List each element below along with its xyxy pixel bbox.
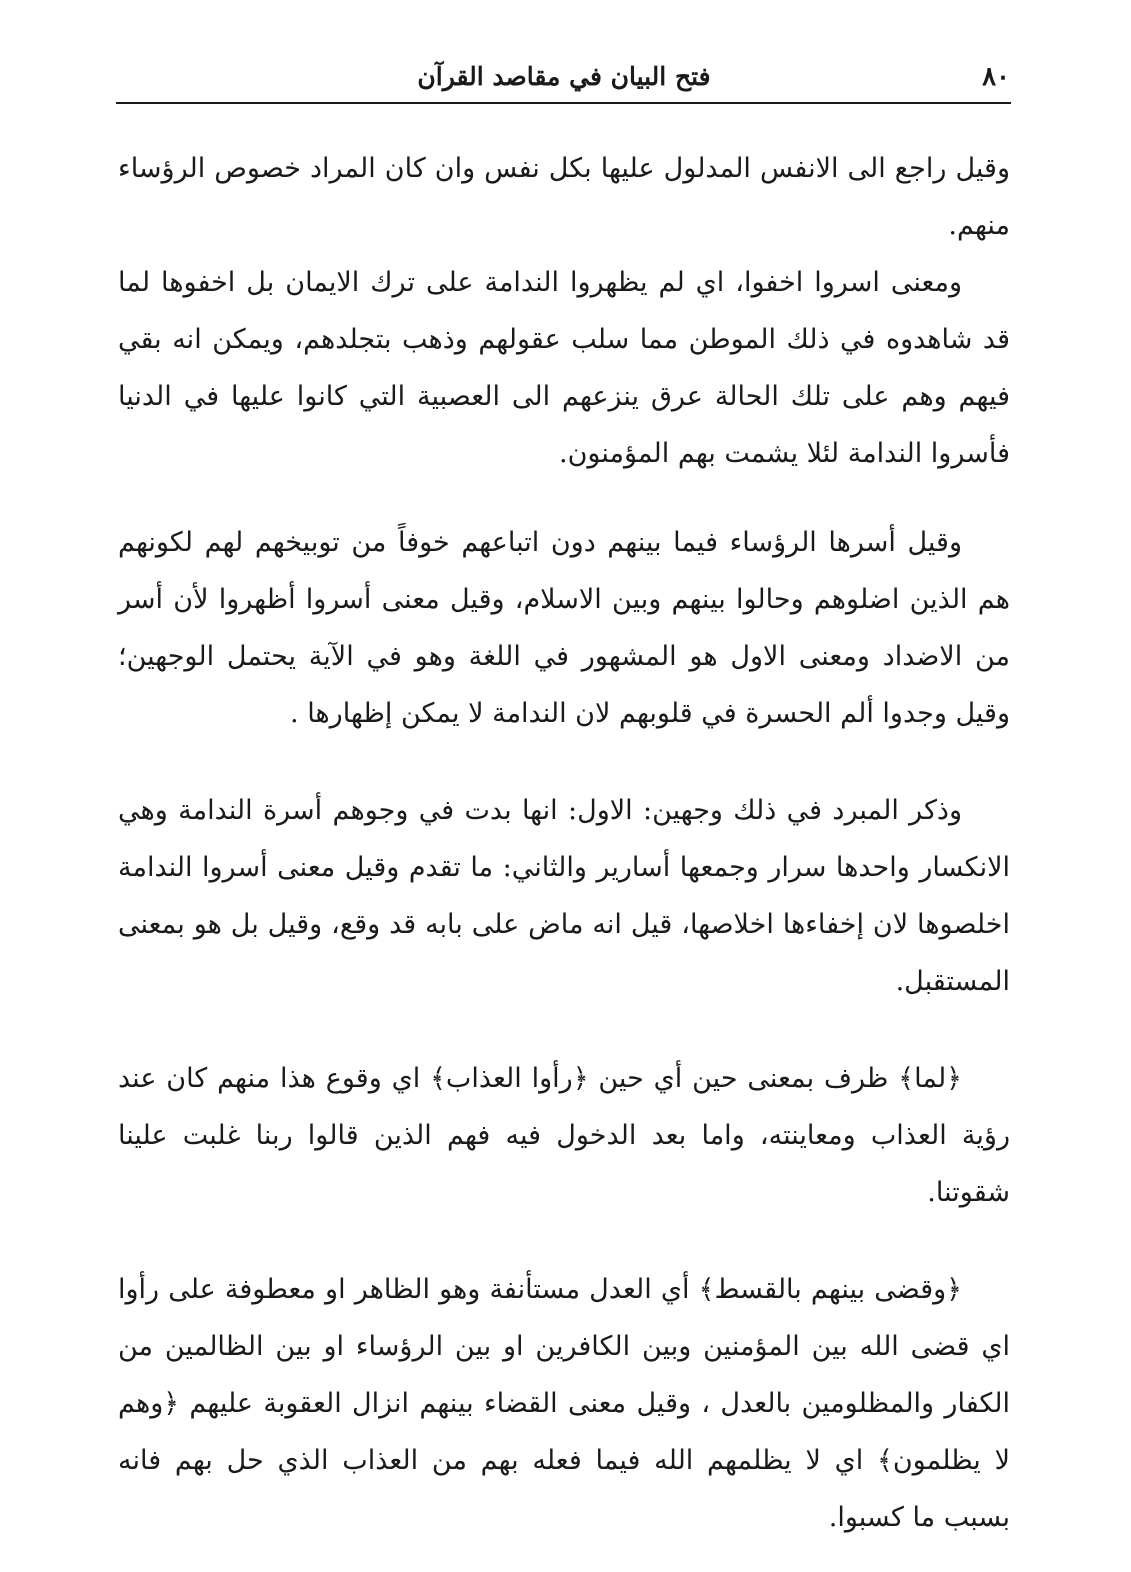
paragraph: ﴿وقضى بينهم بالقسط﴾ أي العدل مستأنفة وهو الظاهر او معطوفة على رأوا اي قضى الله بين المؤمنين وبين الكافرين او بين الرؤساء او بين الظالمين من الكفار والمظلومين بالعدل ، وقيل معنى القضاء بينهم انزال العقوبة عليهم ﴿وهم لا يظلمون﴾ اي لا يظلمهم الله فيما فعله بهم من العذاب الذي حل بهم فانه بسبب ما كسبوا. — [118, 1274, 1010, 1533]
page-number: ٨٠ — [982, 62, 1010, 92]
paragraph: وقيل أسرها الرؤساء فيما بينهم دون اتباعهم خوفاً من توبيخهم لهم لكونهم هم الذين اضلوهم وحالوا بينهم وبين الاسلام، وقيل معنى أسروا أظهروا لأن أسر من الاضداد ومعنى الاول هو المشهور في اللغة وهو في الآية يحتمل الوجهين؛ وقيل وجدوا ألم الحسرة في قلوبهم لان الندامة لا يمكن إظهارها . — [118, 527, 1010, 729]
paragraph: وذكر المبرد في ذلك وجهين: الاول: انها بدت في وجوهم أسرة الندامة وهي الانكسار واحدها سرار وجمعها أسارير والثاني: ما تقدم وقيل معنى أسروا الندامة اخلصوها لان إخفاءها اخلاصها، قيل انه ماض على بابه قد وقع، وقيل بل هو بمعنى المستقبل. — [118, 795, 1010, 997]
book-title: فتح البيان في مقاصد القرآن — [417, 62, 711, 91]
paragraph: ومعنى اسروا اخفوا، اي لم يظهروا الندامة على ترك الايمان بل اخفوها لما قد شاهدوه في ذلك الموطن مما سلب عقولهم وذهب بتجلدهم، ويمكن انه بقي فيهم وهم على تلك الحالة عرق ينزعهم الى العصبية التي كانوا عليها في الدنيا فأسروا الندامة لئلا يشمت بهم المؤمنون. — [118, 267, 1010, 469]
header-divider — [116, 102, 1011, 104]
running-header — [118, 60, 1010, 100]
page-body — [118, 140, 1010, 1546]
paragraph: وقيل راجع الى الانفس المدلول عليها بكل نفس وان كان المراد خصوص الرؤساء منهم. — [118, 153, 1010, 241]
paragraph: ﴿لما﴾ ظرف بمعنى حين أي حين ﴿رأوا العذاب﴾ اي وقوع هذا منهم كان عند رؤية العذاب ومعاينته، واما بعد الدخول فيه فهم الذين قالوا ربنا غلبت علينا شقوتنا. — [118, 1063, 1010, 1208]
